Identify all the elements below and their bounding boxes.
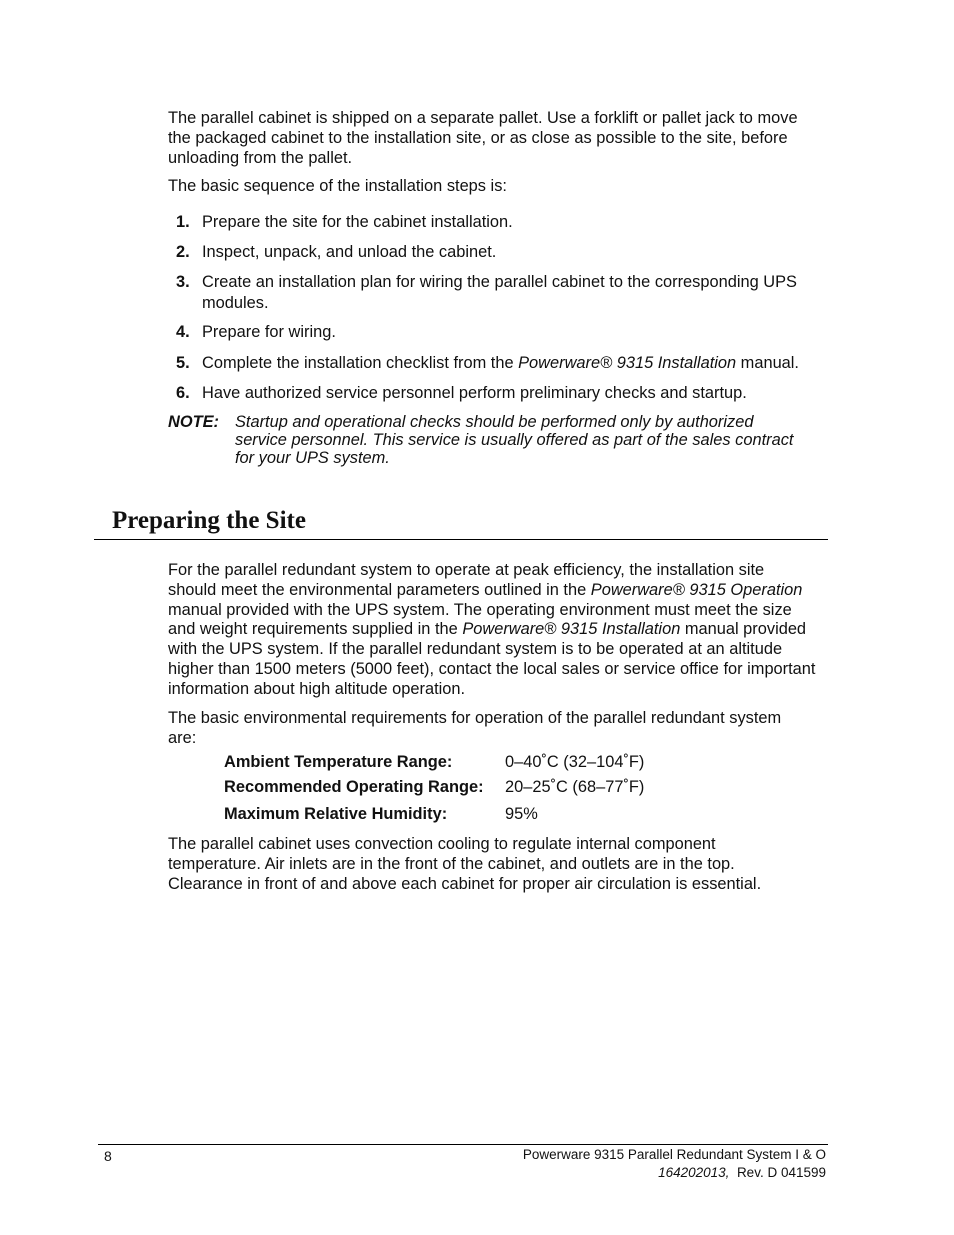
requirement-value: 20–25˚C (68–77˚F) — [505, 778, 645, 796]
paragraph-text: manual provided with the UPS system. The operating environment must meet the size and weight requirements supplied in the — [168, 600, 792, 639]
section-heading: Preparing the Site — [112, 507, 306, 534]
requirement-label: Maximum Relative Humidity: — [224, 805, 448, 823]
page-number: 8 — [104, 1148, 112, 1164]
step-number: 5. — [176, 354, 190, 372]
manual-reference: Powerware® 9315 Installation — [462, 620, 681, 639]
step-text: Create an installation plan for wiring the parallel cabinet to the corresponding UPS modules. — [202, 273, 797, 312]
intro-paragraph-sequence: The basic sequence of the installation steps is: — [168, 177, 507, 195]
section-paragraph-cooling: The parallel cabinet uses convection cooling to regulate internal component temperature. Air inlets are in the front of the cabinet, and outlets are in the top. Clearance in front of and above each cabinet for proper air circulation is essential. — [168, 835, 762, 893]
step-number: 1. — [176, 213, 190, 231]
step-text-part: manual. — [736, 354, 799, 372]
step-text: Have authorized service personnel perform preliminary checks and startup. — [202, 384, 747, 402]
requirement-value: 0–40˚C (32–104˚F) — [505, 753, 645, 771]
footer-doc-title: Powerware 9315 Parallel Redundant System I & O — [522, 1147, 826, 1162]
footer-rule — [98, 1144, 828, 1145]
requirement-label: Ambient Temperature Range: — [224, 753, 453, 771]
step-number: 4. — [176, 323, 190, 341]
section-paragraph-environment — [168, 561, 816, 700]
part-number: 164202013, — [658, 1165, 730, 1180]
revision: Rev. D 041599 — [736, 1165, 826, 1180]
note-text: Startup and operational checks should be performed only by authorized service personnel. This service is usually offered as part of the sales contract for your UPS system. — [235, 413, 794, 467]
step-number: 6. — [176, 384, 190, 402]
intro-paragraph-shipping: The parallel cabinet is shipped on a separate pallet. Use a forklift or pallet jack to move the packaged cabinet to the installation site, or as close as possible to the site, before unloading from the pallet. — [168, 109, 798, 167]
manual-reference: Powerware® 9315 Operation — [590, 580, 803, 599]
section-paragraph-requirements: The basic environmental requirements for operation of the parallel redundant system are: — [168, 709, 782, 747]
step-number: 2. — [176, 243, 190, 261]
step-text: Prepare for wiring. — [202, 323, 336, 341]
step-text: Inspect, unpack, and unload the cabinet. — [202, 243, 497, 261]
paragraph-text: For the parallel redundant system to operate at peak efficiency, the installation site should meet the environmental parameters outlined in the — [168, 561, 765, 599]
step-number: 3. — [176, 273, 190, 291]
step-text-part: Complete the installation checklist from the — [202, 354, 519, 372]
step-text — [202, 353, 817, 374]
heading-rule — [94, 539, 828, 540]
requirement-value: 95% — [505, 805, 538, 823]
note-label: NOTE: — [168, 413, 219, 431]
manual-reference: Powerware® 9315 Installation — [518, 354, 737, 372]
footer-revision-line — [658, 1164, 826, 1181]
requirement-label: Recommended Operating Range: — [224, 778, 484, 796]
paragraph-text: manual provided with the UPS system. If the parallel redundant system is to be operated at an altitude higher than 1500 meters (5000 feet), contact the local sales or service office for important information about high altitude operation. — [168, 620, 816, 698]
step-text: Prepare the site for the cabinet installation. — [202, 213, 513, 231]
